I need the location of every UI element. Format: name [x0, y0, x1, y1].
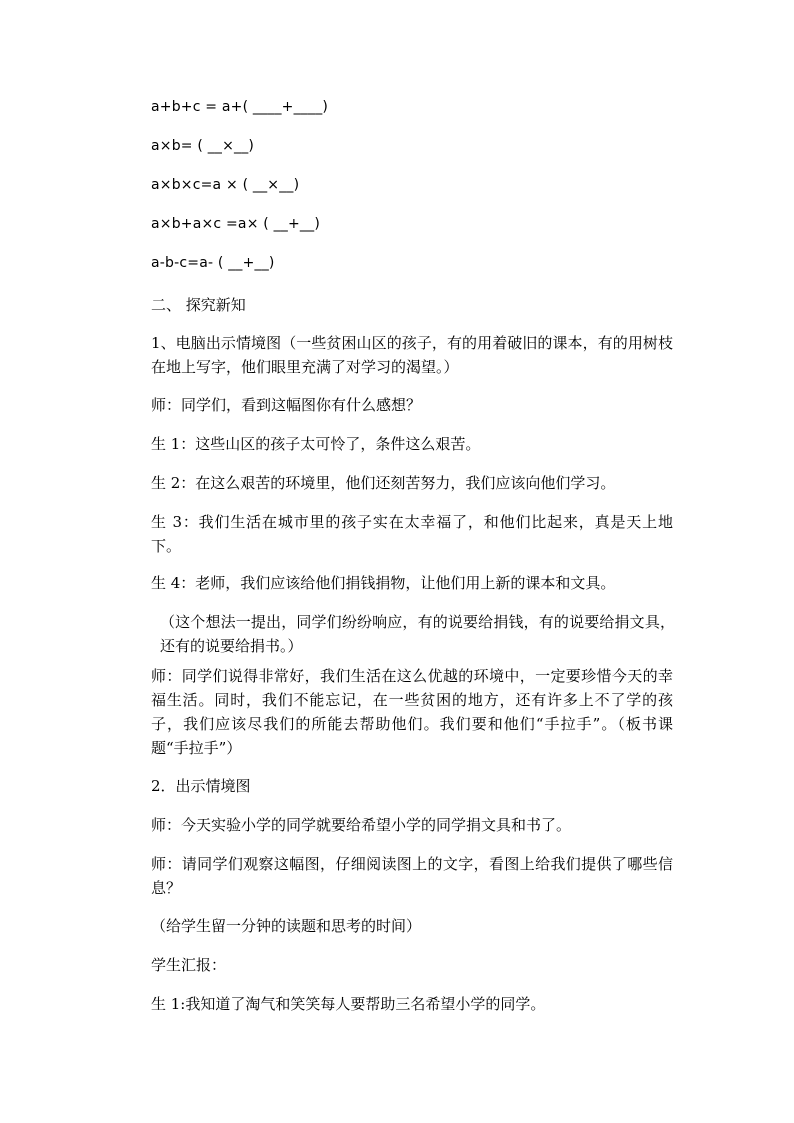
- paragraph-scene-1: 1、电脑出示情境图（一些贫困山区的孩子，有的用着破旧的课本，有的用树枝在地上写字，他们眼里充满了对学习的渴望。）: [151, 334, 673, 376]
- paragraph-teacher-intro: 师：今天实验小学的同学就要给希望小学的同学捐文具和书了。: [151, 816, 572, 834]
- paragraph-thinking-time: （给学生留一分钟的读题和思考的时间）: [151, 917, 422, 935]
- formula-multiplication-commutative: a×b= ( __×__): [151, 138, 255, 154]
- paragraph-student-4: 生 4：老师，我们应该给他们捐钱捐物，让他们用上新的课本和文具。: [151, 574, 616, 592]
- paragraph-teacher-question: 师：同学们，看到这幅图你有什么感想？: [151, 396, 422, 414]
- paragraph-student-2: 生 2：在这么艰苦的环境里，他们还刻苦努力，我们应该向他们学习。: [151, 474, 616, 492]
- paragraph-teacher-observe: 师：请同学们观察这幅图，仔细阅读图上的文字，看图上给我们提供了哪些信息？: [151, 855, 673, 897]
- paragraph-scene-2: 2．出示情境图: [151, 777, 251, 795]
- paragraph-class-response: （这个想法一提出，同学们纷纷响应，有的说要给捐钱，有的说要给捐文具，还有的说要给捐书。）: [160, 613, 675, 655]
- paragraph-student-report: 学生汇报：: [151, 956, 227, 974]
- formula-distributive: a×b+a×c =a× ( __+__): [151, 216, 320, 232]
- section-heading: 二、 探究新知: [151, 296, 246, 314]
- paragraph-teacher-summary: 师：同学们说得非常好，我们生活在这么优越的环境中，一定要珍惜今天的幸福生活。同时，我们不能忘记，在一些贫困的地方，还有许多上不了学的孩子，我们应该尽我们的所能去帮助他们。我们要和他们“手拉手”。（板书课题“手拉手”）: [151, 667, 673, 757]
- paragraph-student-3: 生 3：我们生活在城市里的孩子实在太幸福了，和他们比起来，真是天上地下。: [151, 513, 673, 555]
- formula-multiplication-associative: a×b×c=a × ( __×__): [151, 177, 300, 193]
- formula-addition-associative: a+b+c = a+( ____+____): [151, 99, 329, 115]
- paragraph-student-1: 生 1：这些山区的孩子太可怜了，条件这么艰苦。: [151, 435, 481, 453]
- paragraph-student-report-1: 生 1:我知道了淘气和笑笑每人要帮助三名希望小学的同学。: [151, 995, 546, 1013]
- formula-subtraction: a-b-c=a- ( __+__): [151, 255, 275, 271]
